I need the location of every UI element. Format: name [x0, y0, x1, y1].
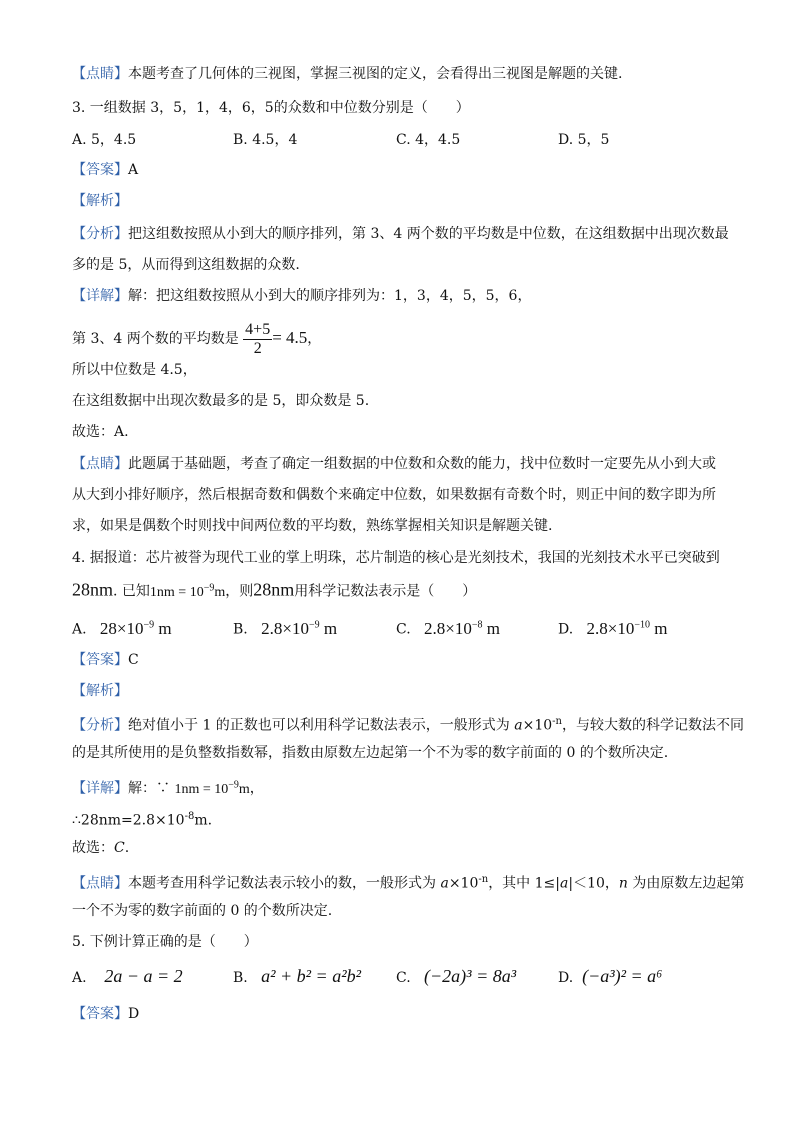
var-a-abs: a	[560, 875, 569, 892]
unit-def-exp: −9	[228, 779, 239, 790]
times-ten: ×10	[522, 717, 553, 734]
value-28nm: 28nm	[72, 579, 114, 600]
unit-definition	[149, 582, 226, 600]
analysis-tag: 【解析】	[72, 683, 128, 699]
var-a: a	[514, 717, 523, 734]
option-label: D.	[558, 621, 574, 638]
option-exp: −8	[471, 619, 483, 630]
q4-analysis-heading	[72, 681, 128, 701]
q4-option-b	[233, 615, 337, 640]
q3-option-b: B. 4.5，4	[233, 132, 298, 148]
option-label: B.	[233, 970, 248, 986]
q3-xiangjie-line5: 故选：A.	[72, 424, 129, 440]
q5-answer	[72, 1004, 139, 1024]
option-exp: −9	[143, 619, 155, 630]
unit-def-base: 1nm = 10	[174, 781, 229, 797]
q4-stem-line2	[72, 578, 476, 603]
exp-n: -n	[552, 716, 562, 727]
q4-option-d	[558, 615, 668, 640]
q3-answer	[72, 160, 138, 180]
fenxi-text: 把这组数按照从小到大的顺序排列，第 3、4 两个数的平均数是中位数，在这组数据中出现次数最	[128, 226, 729, 242]
unit-definition	[174, 779, 250, 797]
unit-def-unit: m	[238, 781, 250, 797]
option-math: 2a − a = 2	[104, 966, 183, 986]
range-start: ，其中 1≤|	[488, 875, 560, 892]
comma: ，	[249, 780, 264, 797]
dianjing-tag: 【点睛】	[72, 456, 128, 472]
option-label: A.	[72, 970, 87, 986]
comma: ，	[307, 331, 322, 347]
option-math: (−a³)² = a⁶	[582, 966, 663, 986]
xiangjie-text: 解：把这组数按照从小到大的顺序排列为：1，3，4，5，5，6，	[128, 288, 532, 304]
then-text: ，则	[225, 583, 254, 600]
q4-stem-line1: 4. 据报道：芯片被誉为现代工业的掌上明珠，芯片制造的核心是光刻技术，我国的光刻技术水平已突破到	[72, 550, 720, 566]
q3-fenxi-line2: 多的是 5，从而得到这组数据的众数.	[72, 257, 300, 273]
fenxi-text: 绝对值小于 1 的正数也可以利用科学记数法表示，一般形式为	[128, 717, 515, 734]
q5-stem: 5. 下例计算正确的是（ ）	[72, 934, 258, 950]
q3-xiangjie-line4: 在这组数据中出现次数最多的是 5，即众数是 5.	[72, 393, 370, 409]
var-a: a	[440, 875, 449, 892]
q4-xiangjie-line3	[72, 838, 129, 858]
option-unit: m	[154, 618, 172, 638]
option-math	[100, 619, 172, 638]
q5-option-b	[233, 966, 361, 988]
range-end: |＜10，	[568, 875, 619, 892]
option-math	[587, 619, 668, 638]
average-text: 第 3、4 两个数的平均数是	[72, 331, 239, 347]
option-base: 2.8×10	[424, 618, 472, 638]
q2-dianjing-line	[72, 64, 622, 84]
xiangjie-tag: 【详解】	[72, 780, 128, 797]
q3-fenxi-line1	[72, 224, 729, 244]
q3-option-a: A. 5，4.5	[72, 132, 137, 148]
unit-def-unit: m	[214, 584, 226, 600]
choose-text: 故选：	[72, 840, 114, 856]
option-base: 2.8×10	[261, 618, 309, 638]
fraction-denominator: 2	[253, 339, 262, 357]
q5-option-c	[396, 966, 516, 988]
option-label: B.	[233, 621, 248, 638]
option-math	[261, 619, 337, 638]
option-label: A.	[72, 621, 87, 638]
option-exp: −9	[308, 619, 320, 630]
q4-xiangjie-line2	[72, 807, 212, 831]
option-base: 28×10	[99, 618, 144, 638]
fraction-numerator: 4+5	[245, 320, 271, 338]
fraction	[243, 321, 272, 358]
q5-option-a	[72, 966, 183, 988]
q3-xiangjie-line1	[72, 286, 531, 306]
analysis-tag: 【解析】	[72, 193, 128, 209]
dianjing-text: 本题考查用科学记数法表示较小的数，一般形式为	[128, 875, 441, 892]
q3-dianjing-line2: 从大到小排好顺序，然后根据奇数和偶数个来确定中位数，如果数据有奇数个时，则正中间的数字即为所	[72, 487, 716, 503]
times-ten: ×10	[448, 875, 479, 892]
choice-c: C	[114, 840, 125, 856]
unit-def-exp: −9	[203, 582, 215, 593]
q3-option-d: D. 5，5	[558, 132, 610, 148]
option-base: 2.8×10	[586, 618, 635, 638]
option-exp: −10	[634, 619, 651, 630]
q3-option-c: C. 4，4.5	[396, 132, 461, 148]
dianjing-text: 本题考查了几何体的三视图，掌握三视图的定义，会看得出三视图是解题的关键.	[128, 66, 623, 82]
answer-tag: 【答案】	[72, 652, 128, 668]
option-label: C.	[396, 621, 411, 638]
q4-xiangjie-line1	[72, 775, 264, 800]
q4-option-a	[72, 615, 172, 640]
option-unit: m	[650, 618, 668, 638]
question-text: 用科学记数法表示是（ ）	[294, 583, 477, 600]
q5-option-d	[558, 966, 662, 988]
fenxi-tag: 【分析】	[72, 717, 128, 734]
answer-value: A	[128, 162, 139, 178]
dianjing-text: 此题属于基础题，考查了确定一组数据的中位数和众数的能力，找中位数时一定要先从小到大或	[128, 456, 716, 472]
fraction-result: = 4.5	[272, 328, 308, 347]
result-base: ∴28nm=2.8×10	[72, 812, 185, 829]
answer-tag: 【答案】	[72, 162, 128, 178]
q4-dianjing-line2: 一个不为零的数字前面的 0 的个数所决定.	[72, 903, 333, 919]
value-28nm-2: 28nm	[253, 579, 295, 600]
dianjing-tag: 【点睛】	[72, 66, 128, 82]
answer-value: D	[128, 1006, 140, 1022]
fenxi-text-end: ，与较大数的科学记数法不同	[562, 717, 744, 734]
option-label: C.	[396, 970, 411, 986]
xiangjie-text: 解：∵	[128, 780, 175, 797]
dianjing-tag: 【点睛】	[72, 875, 128, 892]
result-exp: -8	[184, 811, 195, 822]
q3-xiangjie-line3: 所以中位数是 4.5，	[72, 362, 197, 378]
option-unit: m	[319, 618, 338, 638]
q4-option-c	[396, 615, 500, 640]
var-n: n	[618, 875, 628, 892]
known-text: . 已知	[113, 583, 150, 600]
option-label: D.	[558, 970, 574, 986]
option-unit: m	[482, 618, 500, 638]
q3-dianjing-line3: 求，如果是偶数个时则找中间两位数的平均数，熟练掌握相关知识是解题关键.	[72, 518, 553, 534]
q4-fenxi-line2: 的是其所使用的是负整数指数幂，指数由原数左边起第一个不为零的数字前面的 0 的个数所决定.	[72, 745, 669, 761]
q3-dianjing-line1	[72, 454, 716, 474]
q3-analysis-heading	[72, 191, 128, 211]
q3-xiangjie-line2	[72, 318, 321, 359]
xiangjie-tag: 【详解】	[72, 288, 128, 304]
dianjing-text-end: 为由原数左边起第	[627, 875, 745, 892]
option-math	[424, 619, 500, 638]
answer-value: C	[128, 652, 139, 668]
exp-n: -n	[478, 874, 489, 885]
period: .	[124, 840, 130, 856]
result-unit: m.	[194, 812, 213, 829]
q4-answer	[72, 650, 139, 670]
answer-tag: 【答案】	[72, 1006, 128, 1022]
q4-dianjing-line1	[72, 870, 744, 894]
q3-stem: 3. 一组数据 3，5，1，4，6，5的众数和中位数分别是（ ）	[72, 100, 470, 116]
unit-def-base: 1nm = 10	[149, 584, 204, 600]
option-math: a² + b² = a²b²	[261, 966, 361, 986]
q4-fenxi-line1	[72, 712, 744, 736]
fenxi-tag: 【分析】	[72, 226, 128, 242]
option-math: (−2a)³ = 8a³	[424, 966, 517, 986]
